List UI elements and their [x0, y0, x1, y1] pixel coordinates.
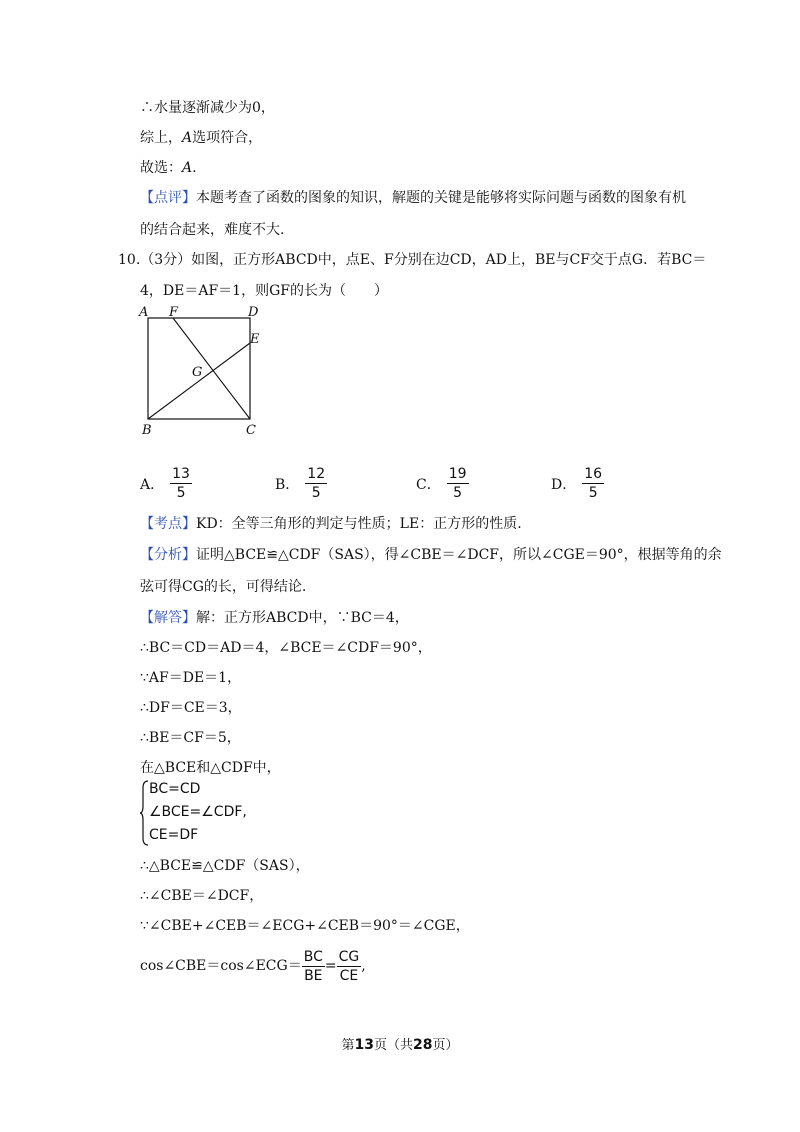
fraction: $\frac{16}{5}$ [584, 466, 603, 501]
label-g: G [192, 365, 203, 380]
page-number: 13 [354, 1037, 374, 1053]
label-f: F [169, 305, 179, 320]
text-line: 综上，A选项符合， [140, 130, 263, 146]
page-footer: 第13页（共28页） [341, 1037, 459, 1053]
system-line: CE=DF [149, 827, 199, 843]
jieda-paragraph: 【解答】解：正方形ABCD中，∵BC＝4， [140, 610, 409, 626]
text-line: ∴DF＝CE＝3， [140, 700, 242, 716]
review-tag: 【点评】 [140, 190, 196, 206]
text-line: ∴∠CBE＝∠DCF， [140, 888, 264, 904]
text-line: ∵AF＝DE＝1， [140, 670, 242, 686]
option-a[interactable]: A． $\frac{13}{5}$ [140, 466, 190, 501]
text-line: 弦可得CG的长，可得结论. [140, 579, 307, 595]
fraction: $\frac{12}{5}$ [307, 466, 326, 501]
text-line: 的结合起来，难度不大. [140, 222, 285, 238]
text-line: ∴BC＝CD＝AD＝4，∠BCE＝∠CDF＝90°， [140, 640, 432, 656]
kaodian-tag: 【考点】 [140, 516, 196, 532]
equation-system [140, 780, 300, 846]
segment-cf [173, 318, 250, 419]
label-a: A [139, 305, 149, 320]
question-line: 10.（3分）如图，正方形ABCD中，点E、F分别在边CD，AD上，BE与CF交于点G．若BC＝ [118, 252, 707, 268]
fenxi-tag: 【分析】 [140, 547, 196, 563]
text-line: ∴BE＝CF＝5， [140, 730, 241, 746]
label-d: D [248, 305, 259, 320]
system-line: ∠BCE=∠CDF, [149, 804, 247, 820]
kaodian-paragraph: 【考点】KD：全等三角形的判定与性质；LE：正方形的性质. [140, 516, 522, 532]
square-figure [136, 302, 276, 442]
option-c[interactable]: C． $\frac{19}{5}$ [416, 466, 467, 501]
text-line: ∴△BCE≌△CDF（SAS）， [140, 858, 310, 874]
text-line: ∵∠CBE+∠CEB＝∠ECG+∠CEB＝90°＝∠CGE， [140, 918, 470, 934]
fraction: $\frac{CG}{CE}$ [338, 948, 360, 984]
segment-be [148, 343, 250, 419]
cos-equation: cos∠CBE＝cos∠ECG＝ $\frac{BC}{BE}$ = $\frac{CG}{CE}$ , [140, 948, 366, 984]
total-pages: 28 [413, 1037, 433, 1053]
label-b: B [142, 423, 152, 438]
text-line: 故选：A. [140, 160, 197, 176]
fraction: $\frac{19}{5}$ [448, 466, 467, 501]
text-line: 在△BCE和△CDF中， [140, 760, 281, 776]
label-c: C [246, 423, 256, 438]
fenxi-paragraph: 【分析】证明△BCE≌△CDF（SAS），得∠CBE＝∠DCF，所以∠CGE＝90°，根据等角的余 [140, 547, 722, 563]
option-b[interactable]: B． $\frac{12}{5}$ [275, 466, 326, 501]
option-d[interactable]: D． $\frac{16}{5}$ [551, 466, 603, 501]
system-line: BC=CD [149, 781, 201, 797]
text-line: ∴水量逐渐减少为0， [140, 100, 275, 116]
label-e: E [250, 332, 260, 347]
review-paragraph: 【点评】本题考查了函数的图象的知识，解题的关键是能够将实际问题与函数的图象有机 [140, 190, 686, 206]
question-line: 4，DE＝AF＝1，则GF的长为（ ） [140, 283, 388, 299]
fraction: $\frac{BC}{BE}$ [303, 948, 323, 984]
fraction: $\frac{13}{5}$ [172, 466, 190, 501]
jieda-tag: 【解答】 [140, 610, 196, 626]
question-number: 10. [118, 252, 141, 268]
